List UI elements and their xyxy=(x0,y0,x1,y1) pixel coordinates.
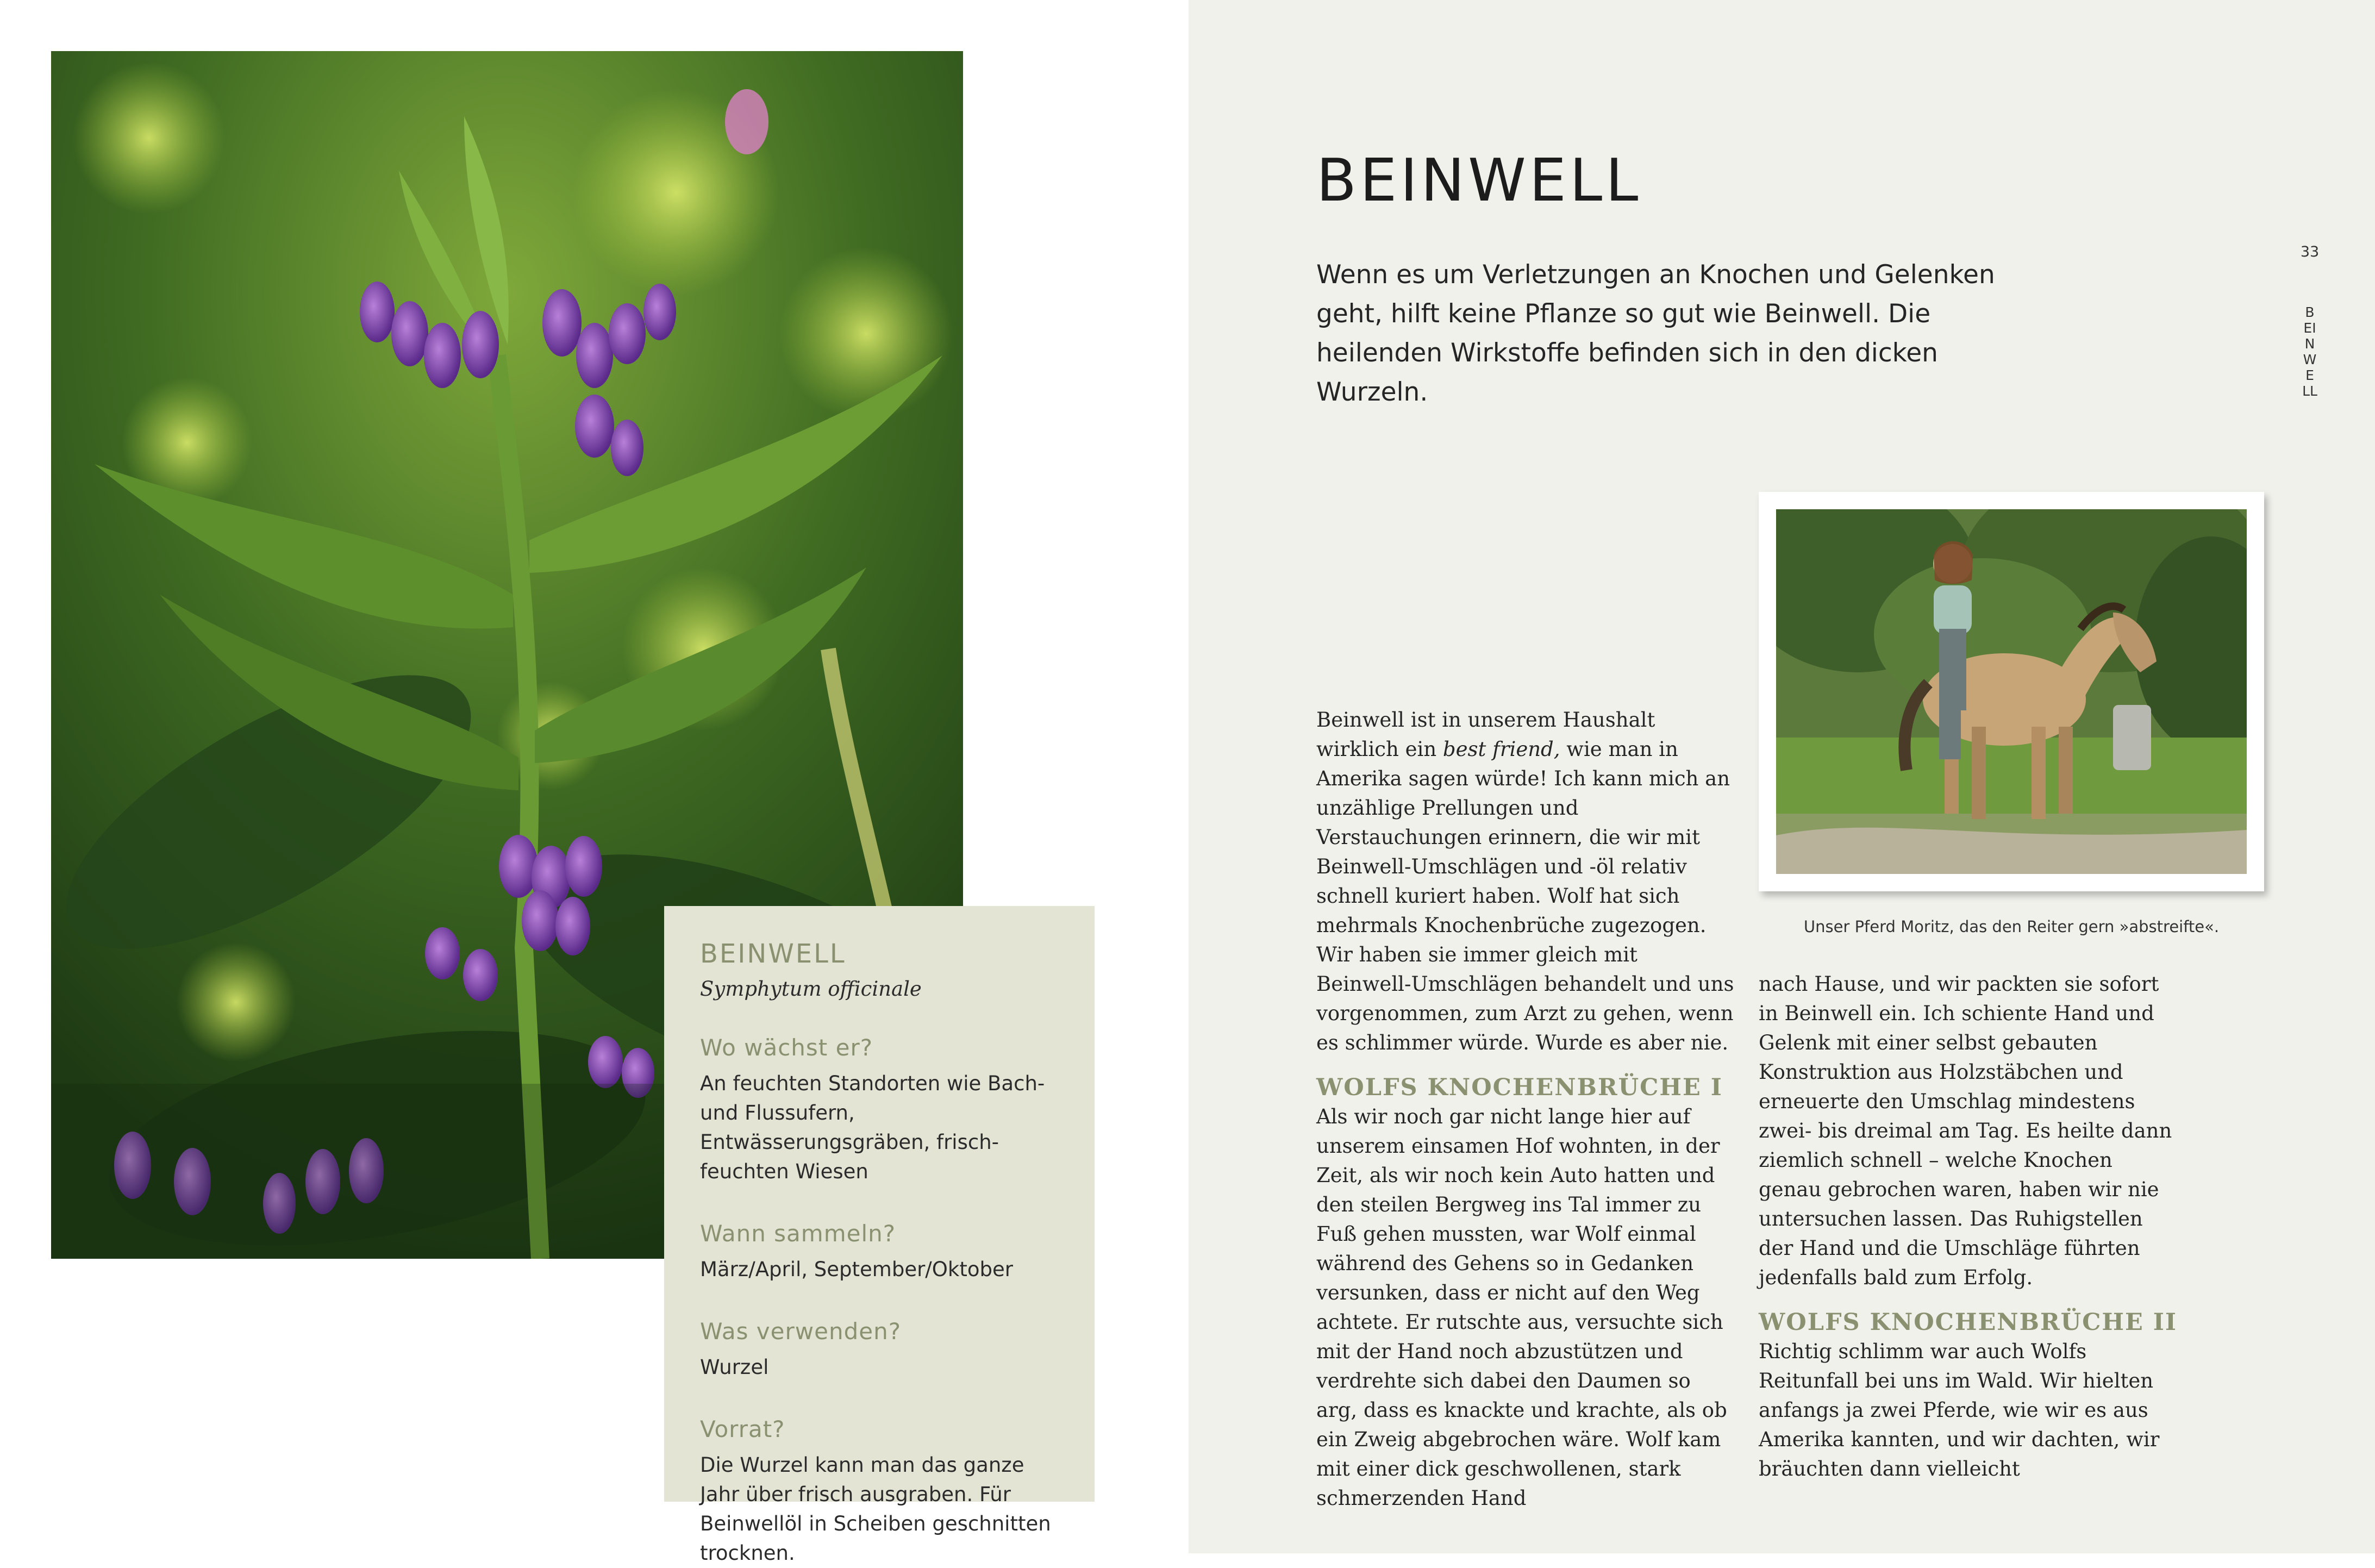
info-box-latin-name: Symphytum officinale xyxy=(700,977,922,1001)
paragraph-text: wie man in Amerika sagen würde! Ich kann mich an unzählige Prellungen und Verstauchungen erinnern, die wir mit Beinwell-Umschlägen und -öl relativ schnell kuriert haben. Wolf hat sich mehrmals Knochenbrüche zugezogen. Wir haben sie immer gleich mit Beinwell-Umschlägen behandelt und uns vorgenommen, zum Arzt zu gehen, wenn es schlimmer würde. Wurde es aber nie. xyxy=(1316,738,1734,1054)
paragraph: Als wir noch gar nicht lange hier auf unserem einsamen Hof wohnten, in der Zeit, als wir noch kein Auto hatten und den steilen Bergweg ins Tal immer zu Fuß gehen mussten, war Wolf einmal während des Gehens so in Gedanken versunken, dass er nicht auf den Weg achtete. Er rutschte aus, versuchte sich mit der Hand noch abzustützen und verdrehte sich dabei den Daumen so arg, dass es knackte und krachte, als ob ein Zweig abgebrochen wäre. Wolf kam mit einer dick geschwollenen, stark schmerzenden Hand xyxy=(1316,1105,1727,1510)
paragraph: Richtig schlimm war auch Wolfs Reitunfall bei uns im Wald. Wir hielten anfangs ja zwei Pferde, wie wir es aus Amerika kannten, und wir dachten, wir bräuchten dann vielleicht xyxy=(1759,1340,2160,1480)
info-question-location: Wo wächst er? xyxy=(700,1034,873,1061)
paragraph-italic: best friend, xyxy=(1442,738,1560,761)
horse-photo-frame xyxy=(1759,492,2264,891)
info-answer-location: An feuchten Standorten wie Bach- und Flussufern, Entwässerungsgräben, frisch-feuchten Wiesen xyxy=(700,1071,1045,1183)
info-question-storage: Vorrat? xyxy=(700,1415,785,1442)
paragraph: nach Hause, und wir packten sie sofort in Beinwell ein. Ich schiente Hand und Gelenk mit einer selbst gebauten Konstruktion aus Holzstäbchen und erneuerte den Umschlag mindestens zwei- bis dreimal am Tag. Es heilte dann ziemlich schnell – welche Knochen genau gebrochen waren, haben wir nie untersuchen lassen. Das Ruhigstellen der Hand und die Umschläge führten jedenfalls bald zum Erfolg. xyxy=(1759,972,2172,1289)
plant-info-box xyxy=(664,906,1095,1565)
left-page xyxy=(0,0,1189,1565)
page-title: BEINWELL xyxy=(1316,147,1642,215)
info-answer-collect-time: März/April, September/Oktober xyxy=(700,1257,1013,1281)
body-column-1 xyxy=(1316,705,1735,1513)
info-question-usage: Was verwenden? xyxy=(700,1317,901,1345)
intro-text: Wenn es um Verletzungen an Knochen und Gelenken geht, hilft keine Pflanze so gut wie Beinwell. Die heilenden Wirkstoffe befinden sich in den dicken Wurzeln. xyxy=(1316,260,1995,407)
info-answer-storage: Die Wurzel kann man das ganze Jahr über frisch ausgraben. Für Beinwellöl in Scheiben geschnitten trocknen. xyxy=(700,1453,1051,1565)
horse-photo xyxy=(1776,509,2247,874)
page-number: 33 xyxy=(2300,243,2320,260)
body-column-2 xyxy=(1759,970,2177,1484)
photo-caption: Unser Pferd Moritz, das den Reiter gern »abstreifte«. xyxy=(1803,917,2220,936)
subheading-wolf-fractures-1: WOLFS KNOCHENBRÜCHE I xyxy=(1316,1074,1723,1101)
info-question-collect-time: Wann sammeln? xyxy=(700,1220,896,1247)
paragraph-text: Beinwell ist in unserem Haushalt wirklich ein xyxy=(1316,708,1655,761)
info-answer-usage: Wurzel xyxy=(700,1355,769,1379)
horse-rider-illustration xyxy=(1776,509,2247,874)
running-header-vertical: BEINWELL xyxy=(2302,304,2317,399)
info-box-title: BEINWELL xyxy=(700,939,846,969)
paragraph xyxy=(1316,705,1735,1058)
subheading-wolf-fractures-2: WOLFS KNOCHENBRÜCHE II xyxy=(1759,1309,2178,1336)
